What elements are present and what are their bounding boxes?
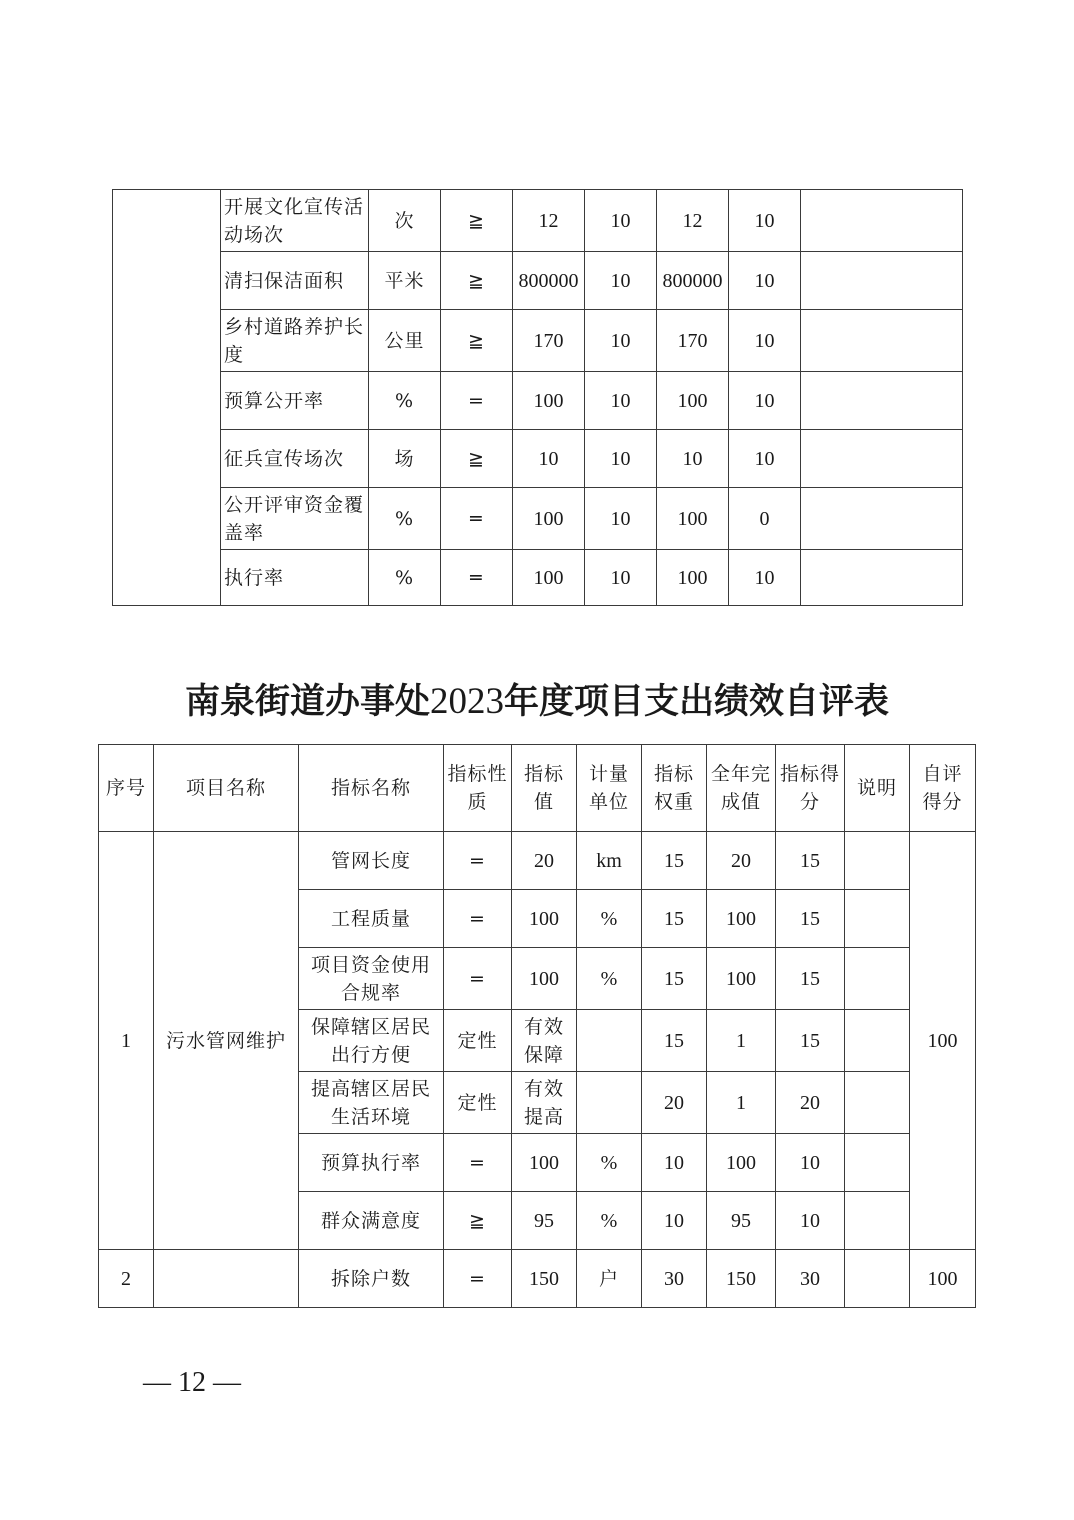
score-cell: 0 [729,488,801,550]
note-cell [845,1134,910,1192]
note-cell [845,1010,910,1072]
table-row [113,550,963,606]
nature-cell: = [444,890,512,948]
unit-cell: 户 [577,1250,642,1308]
actual-cell: 1 [707,1072,776,1134]
weight-cell: 30 [642,1250,707,1308]
weight-cell: 10 [585,190,657,252]
self-score-cell: 100 [910,832,976,1250]
actual-cell: 800000 [657,252,729,310]
table-row [113,190,963,252]
unit-cell: 场 [369,430,441,488]
category-cell [113,190,221,606]
seq-cell: 2 [99,1250,154,1308]
performance-table-continued [112,189,963,606]
weight-cell: 15 [642,1010,707,1072]
indicator-name: 项目资金使用合规率 [299,948,444,1010]
indicator-name: 乡村道路养护长度 [221,310,369,372]
indicator-name: 群众满意度 [299,1192,444,1250]
value-cell: 20 [512,832,577,890]
target-cell: 12 [513,190,585,252]
header-nature: 指标性质 [444,745,512,832]
weight-cell: 10 [585,550,657,606]
header-weight: 指标权重 [642,745,707,832]
table-row [99,1250,976,1308]
indicator-name: 预算公开率 [221,372,369,430]
note-cell [845,832,910,890]
target-cell: 100 [513,550,585,606]
weight-cell: 20 [642,1072,707,1134]
actual-cell: 100 [657,372,729,430]
weight-cell: 15 [642,948,707,1010]
target-cell: 100 [513,488,585,550]
actual-cell: 100 [707,948,776,1010]
self-evaluation-table [98,744,976,1308]
indicator-name: 管网长度 [299,832,444,890]
table-row [113,310,963,372]
weight-cell: 10 [585,430,657,488]
unit-cell: % [577,890,642,948]
note-cell [845,948,910,1010]
header-row [99,745,976,832]
score-cell: 20 [776,1072,845,1134]
score-cell: 10 [729,430,801,488]
table-row [113,488,963,550]
title-year: 2023 [430,681,504,722]
score-cell: 15 [776,890,845,948]
seq-cell: 1 [99,832,154,1250]
value-cell: 100 [512,1134,577,1192]
actual-cell: 95 [707,1192,776,1250]
table-row [113,252,963,310]
operator-cell: ═ [441,488,513,550]
weight-cell: 10 [585,372,657,430]
value-cell: 150 [512,1250,577,1308]
unit-cell: % [369,488,441,550]
score-cell: 10 [729,550,801,606]
unit-cell: km [577,832,642,890]
value-cell: 有效保障 [512,1010,577,1072]
indicator-name: 开展文化宣传活动场次 [221,190,369,252]
nature-cell: = [444,1134,512,1192]
indicator-name: 公开评审资金覆盖率 [221,488,369,550]
unit-cell: % [577,1134,642,1192]
note-cell [845,1192,910,1250]
actual-cell: 100 [657,488,729,550]
actual-cell: 12 [657,190,729,252]
page-title [0,674,1074,724]
operator-cell: ≧ [441,190,513,252]
value-cell: 100 [512,890,577,948]
unit-cell: % [577,1192,642,1250]
table-row [113,372,963,430]
actual-cell: 100 [657,550,729,606]
score-cell: 15 [776,1010,845,1072]
operator-cell: ≧ [441,310,513,372]
note-cell [845,1250,910,1308]
unit-cell: % [369,372,441,430]
project-name-cell: 污水管网维护 [154,832,299,1250]
weight-cell: 10 [642,1192,707,1250]
actual-cell: 10 [657,430,729,488]
weight-cell: 10 [642,1134,707,1192]
title-suffix: 年度项目支出绩效自评表 [504,681,890,722]
header-unit: 计量单位 [577,745,642,832]
header-note: 说明 [845,745,910,832]
self-score-cell: 100 [910,1250,976,1308]
actual-cell: 100 [707,890,776,948]
header-seq: 序号 [99,745,154,832]
note-cell [845,1072,910,1134]
target-cell: 170 [513,310,585,372]
score-cell: 10 [776,1192,845,1250]
note-cell [801,190,963,252]
score-cell: 15 [776,832,845,890]
actual-cell: 170 [657,310,729,372]
weight-cell: 10 [585,252,657,310]
note-cell [801,310,963,372]
nature-cell: = [444,948,512,1010]
weight-cell: 10 [585,310,657,372]
note-cell [801,430,963,488]
actual-cell: 150 [707,1250,776,1308]
score-cell: 15 [776,948,845,1010]
weight-cell: 15 [642,832,707,890]
operator-cell: ≧ [441,252,513,310]
indicator-name: 拆除户数 [299,1250,444,1308]
table-row [99,832,976,890]
note-cell [801,488,963,550]
operator-cell: = [441,372,513,430]
target-cell: 10 [513,430,585,488]
value-cell: 有效提高 [512,1072,577,1134]
actual-cell: 1 [707,1010,776,1072]
actual-cell: 100 [707,1134,776,1192]
header-self-score: 自评得分 [910,745,976,832]
unit-cell [577,1072,642,1134]
header-indicator: 指标名称 [299,745,444,832]
target-cell: 800000 [513,252,585,310]
nature-cell: = [444,832,512,890]
score-cell: 10 [729,190,801,252]
note-cell [801,372,963,430]
score-cell: 10 [776,1134,845,1192]
note-cell [801,550,963,606]
score-cell: 10 [729,252,801,310]
indicator-name: 工程质量 [299,890,444,948]
title-prefix: 南泉街道办事处 [184,681,430,722]
header-value: 指标值 [512,745,577,832]
weight-cell: 15 [642,890,707,948]
score-cell: 10 [729,372,801,430]
indicator-name: 提高辖区居民生活环境 [299,1072,444,1134]
target-cell: 100 [513,372,585,430]
indicator-name: 保障辖区居民出行方便 [299,1010,444,1072]
page-number: — 12 — [143,1367,241,1398]
indicator-name: 执行率 [221,550,369,606]
operator-cell: ═ [441,550,513,606]
header-actual: 全年完成值 [707,745,776,832]
actual-cell: 20 [707,832,776,890]
nature-cell: 定性 [444,1010,512,1072]
weight-cell: 10 [585,488,657,550]
unit-cell: % [369,550,441,606]
value-cell: 95 [512,1192,577,1250]
indicator-name: 清扫保洁面积 [221,252,369,310]
score-cell: 10 [729,310,801,372]
unit-cell: 公里 [369,310,441,372]
note-cell [801,252,963,310]
header-score: 指标得分 [776,745,845,832]
unit-cell [577,1010,642,1072]
score-cell: 30 [776,1250,845,1308]
operator-cell: ≧ [441,430,513,488]
indicator-name: 预算执行率 [299,1134,444,1192]
note-cell [845,890,910,948]
header-project: 项目名称 [154,745,299,832]
project-name-cell [154,1250,299,1308]
nature-cell: = [444,1250,512,1308]
unit-cell: 次 [369,190,441,252]
table-row [113,430,963,488]
nature-cell: ≧ [444,1192,512,1250]
unit-cell: % [577,948,642,1010]
unit-cell: 平米 [369,252,441,310]
indicator-name: 征兵宣传场次 [221,430,369,488]
value-cell: 100 [512,948,577,1010]
nature-cell: 定性 [444,1072,512,1134]
